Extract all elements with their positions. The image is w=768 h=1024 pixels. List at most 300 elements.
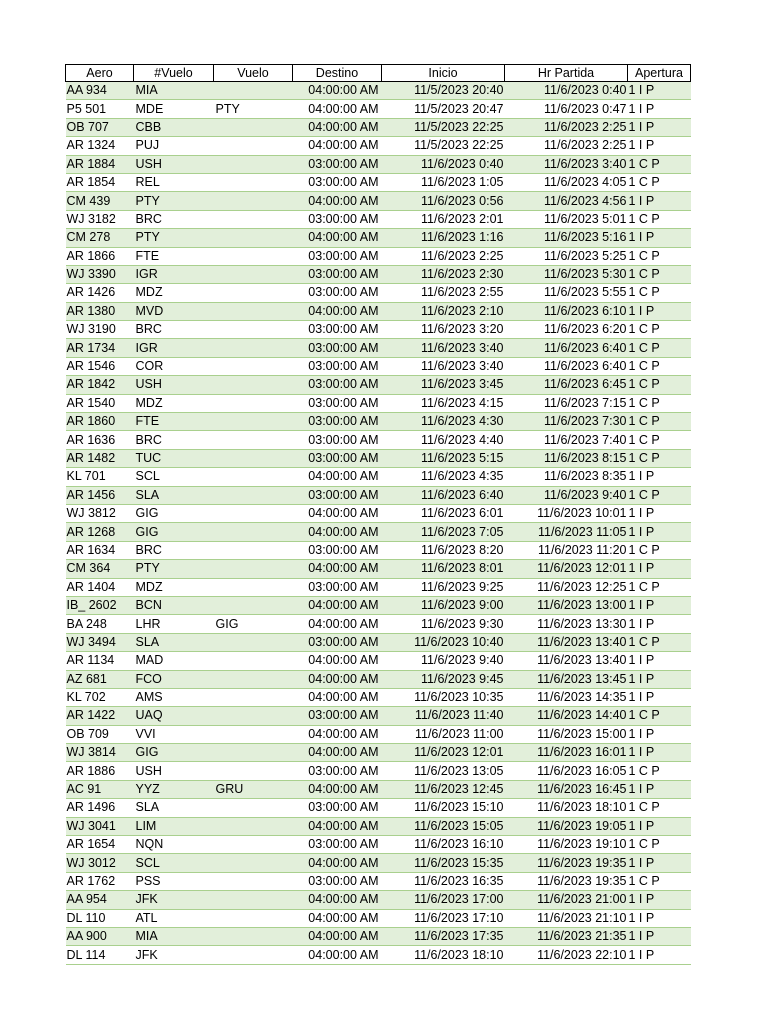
cell-hr-partida: 11/6/2023 13:00: [505, 596, 628, 614]
cell-destino: 04:00:00 AM: [293, 652, 382, 670]
cell-inicio: 11/6/2023 17:00: [382, 891, 505, 909]
cell-inicio: 11/6/2023 9:25: [382, 578, 505, 596]
cell-hr-partida: 11/6/2023 13:40: [505, 633, 628, 651]
cell-apertura: 1 I P: [628, 118, 691, 136]
cell-vuelo-number: SCL: [134, 468, 214, 486]
cell-aero: AA 954: [66, 891, 134, 909]
table-row: [66, 670, 691, 688]
cell-vuelo-number: GIG: [134, 744, 214, 762]
cell-hr-partida: 11/6/2023 13:30: [505, 615, 628, 633]
cell-aero: CM 439: [66, 192, 134, 210]
cell-apertura: 1 C P: [628, 872, 691, 890]
cell-apertura: 1 C P: [628, 486, 691, 504]
table-row: [66, 155, 691, 173]
cell-apertura: 1 I P: [628, 137, 691, 155]
cell-vuelo: [214, 578, 293, 596]
cell-vuelo-number: GIG: [134, 504, 214, 522]
header-vuelo-number: #Vuelo: [134, 65, 214, 82]
cell-inicio: 11/6/2023 6:40: [382, 486, 505, 504]
cell-inicio: 11/6/2023 2:55: [382, 284, 505, 302]
cell-vuelo: [214, 302, 293, 320]
cell-destino: 04:00:00 AM: [293, 560, 382, 578]
cell-vuelo-number: MDE: [134, 100, 214, 118]
table-row: [66, 744, 691, 762]
cell-aero: IB_ 2602: [66, 596, 134, 614]
cell-inicio: 11/6/2023 0:56: [382, 192, 505, 210]
cell-vuelo: [214, 449, 293, 467]
cell-vuelo: [214, 173, 293, 191]
cell-aero: WJ 3390: [66, 265, 134, 283]
cell-aero: WJ 3012: [66, 854, 134, 872]
cell-inicio: 11/6/2023 11:00: [382, 725, 505, 743]
cell-hr-partida: 11/6/2023 8:15: [505, 449, 628, 467]
cell-aero: AR 1762: [66, 872, 134, 890]
header-vuelo: Vuelo: [214, 65, 293, 82]
table-row: [66, 946, 691, 964]
table-row: [66, 265, 691, 283]
cell-hr-partida: 11/6/2023 13:45: [505, 670, 628, 688]
cell-vuelo-number: IGR: [134, 339, 214, 357]
cell-hr-partida: 11/6/2023 16:45: [505, 780, 628, 798]
cell-inicio: 11/6/2023 16:10: [382, 836, 505, 854]
cell-vuelo: [214, 744, 293, 762]
flight-schedule-sheet: [65, 64, 690, 965]
cell-inicio: 11/6/2023 2:25: [382, 247, 505, 265]
cell-apertura: 1 C P: [628, 265, 691, 283]
cell-destino: 04:00:00 AM: [293, 523, 382, 541]
cell-destino: 04:00:00 AM: [293, 854, 382, 872]
cell-vuelo-number: BRC: [134, 321, 214, 339]
cell-aero: AR 1134: [66, 652, 134, 670]
cell-vuelo: [214, 413, 293, 431]
table-row: [66, 909, 691, 927]
cell-aero: AR 1546: [66, 357, 134, 375]
table-row: [66, 192, 691, 210]
cell-vuelo: [214, 946, 293, 964]
cell-hr-partida: 11/6/2023 11:20: [505, 541, 628, 559]
cell-destino: 03:00:00 AM: [293, 376, 382, 394]
cell-inicio: 11/6/2023 2:10: [382, 302, 505, 320]
table-row: [66, 688, 691, 706]
cell-destino: 04:00:00 AM: [293, 302, 382, 320]
cell-vuelo-number: AMS: [134, 688, 214, 706]
cell-apertura: 1 C P: [628, 210, 691, 228]
cell-destino: 04:00:00 AM: [293, 615, 382, 633]
cell-vuelo: [214, 872, 293, 890]
cell-aero: AR 1268: [66, 523, 134, 541]
cell-vuelo: [214, 670, 293, 688]
table-row: [66, 376, 691, 394]
cell-vuelo-number: GIG: [134, 523, 214, 541]
cell-destino: 03:00:00 AM: [293, 836, 382, 854]
cell-hr-partida: 11/6/2023 5:30: [505, 265, 628, 283]
cell-vuelo: [214, 137, 293, 155]
table-row: [66, 725, 691, 743]
cell-inicio: 11/6/2023 11:40: [382, 707, 505, 725]
cell-vuelo-number: BRC: [134, 431, 214, 449]
cell-inicio: 11/6/2023 9:40: [382, 652, 505, 670]
cell-aero: AR 1496: [66, 799, 134, 817]
cell-hr-partida: 11/6/2023 21:35: [505, 927, 628, 945]
cell-inicio: 11/6/2023 18:10: [382, 946, 505, 964]
cell-apertura: 1 I P: [628, 82, 691, 100]
cell-vuelo-number: FTE: [134, 247, 214, 265]
cell-aero: AR 1860: [66, 413, 134, 431]
cell-destino: 04:00:00 AM: [293, 891, 382, 909]
cell-aero: AR 1380: [66, 302, 134, 320]
cell-aero: AR 1422: [66, 707, 134, 725]
cell-apertura: 1 C P: [628, 413, 691, 431]
cell-vuelo-number: SLA: [134, 799, 214, 817]
cell-apertura: 1 C P: [628, 376, 691, 394]
cell-apertura: 1 I P: [628, 596, 691, 614]
cell-apertura: 1 C P: [628, 799, 691, 817]
cell-inicio: 11/6/2023 3:20: [382, 321, 505, 339]
header-row: [66, 65, 691, 82]
cell-inicio: 11/6/2023 4:35: [382, 468, 505, 486]
cell-vuelo: GIG: [214, 615, 293, 633]
cell-vuelo-number: MDZ: [134, 284, 214, 302]
cell-inicio: 11/6/2023 3:45: [382, 376, 505, 394]
cell-destino: 04:00:00 AM: [293, 670, 382, 688]
table-row: [66, 413, 691, 431]
cell-vuelo: [214, 210, 293, 228]
cell-vuelo: [214, 854, 293, 872]
cell-destino: 03:00:00 AM: [293, 541, 382, 559]
cell-destino: 04:00:00 AM: [293, 192, 382, 210]
cell-aero: AR 1886: [66, 762, 134, 780]
cell-destino: 03:00:00 AM: [293, 707, 382, 725]
cell-vuelo-number: UAQ: [134, 707, 214, 725]
cell-inicio: 11/6/2023 3:40: [382, 357, 505, 375]
table-row: [66, 560, 691, 578]
table-row: [66, 339, 691, 357]
cell-inicio: 11/6/2023 1:05: [382, 173, 505, 191]
cell-hr-partida: 11/6/2023 16:01: [505, 744, 628, 762]
cell-hr-partida: 11/6/2023 0:47: [505, 100, 628, 118]
cell-apertura: 1 I P: [628, 891, 691, 909]
cell-hr-partida: 11/6/2023 6:10: [505, 302, 628, 320]
table-row: [66, 357, 691, 375]
cell-vuelo: [214, 633, 293, 651]
cell-hr-partida: 11/6/2023 5:55: [505, 284, 628, 302]
cell-hr-partida: 11/6/2023 14:35: [505, 688, 628, 706]
cell-destino: 03:00:00 AM: [293, 486, 382, 504]
cell-vuelo: [214, 927, 293, 945]
cell-apertura: 1 C P: [628, 247, 691, 265]
cell-vuelo: [214, 265, 293, 283]
cell-aero: CM 278: [66, 229, 134, 247]
table-row: [66, 394, 691, 412]
cell-aero: AR 1884: [66, 155, 134, 173]
cell-apertura: 1 C P: [628, 173, 691, 191]
cell-aero: DL 110: [66, 909, 134, 927]
cell-apertura: 1 I P: [628, 670, 691, 688]
cell-destino: 03:00:00 AM: [293, 799, 382, 817]
cell-apertura: 1 I P: [628, 468, 691, 486]
cell-hr-partida: 11/6/2023 18:10: [505, 799, 628, 817]
table-body: [66, 82, 691, 965]
table-row: [66, 652, 691, 670]
table-row: [66, 468, 691, 486]
cell-inicio: 11/6/2023 16:35: [382, 872, 505, 890]
table-row: [66, 854, 691, 872]
cell-hr-partida: 11/6/2023 7:40: [505, 431, 628, 449]
cell-aero: WJ 3182: [66, 210, 134, 228]
cell-vuelo: [214, 321, 293, 339]
cell-vuelo: [214, 725, 293, 743]
cell-destino: 04:00:00 AM: [293, 688, 382, 706]
cell-apertura: 1 I P: [628, 652, 691, 670]
cell-aero: AR 1324: [66, 137, 134, 155]
cell-destino: 04:00:00 AM: [293, 927, 382, 945]
table-row: [66, 523, 691, 541]
cell-vuelo-number: BCN: [134, 596, 214, 614]
cell-vuelo-number: MIA: [134, 82, 214, 100]
cell-aero: CM 364: [66, 560, 134, 578]
cell-destino: 03:00:00 AM: [293, 394, 382, 412]
cell-hr-partida: 11/6/2023 3:40: [505, 155, 628, 173]
cell-aero: AA 934: [66, 82, 134, 100]
cell-vuelo: [214, 909, 293, 927]
cell-aero: KL 702: [66, 688, 134, 706]
cell-apertura: 1 I P: [628, 854, 691, 872]
cell-vuelo-number: CBB: [134, 118, 214, 136]
cell-hr-partida: 11/6/2023 7:15: [505, 394, 628, 412]
cell-vuelo-number: FTE: [134, 413, 214, 431]
cell-apertura: 1 C P: [628, 449, 691, 467]
cell-hr-partida: 11/6/2023 21:10: [505, 909, 628, 927]
cell-vuelo: [214, 541, 293, 559]
cell-hr-partida: 11/6/2023 19:10: [505, 836, 628, 854]
cell-inicio: 11/6/2023 17:35: [382, 927, 505, 945]
cell-apertura: 1 C P: [628, 357, 691, 375]
cell-destino: 03:00:00 AM: [293, 265, 382, 283]
cell-vuelo-number: JFK: [134, 891, 214, 909]
cell-vuelo: [214, 523, 293, 541]
cell-apertura: 1 I P: [628, 192, 691, 210]
cell-vuelo-number: MDZ: [134, 394, 214, 412]
cell-vuelo: [214, 468, 293, 486]
cell-vuelo: [214, 82, 293, 100]
cell-destino: 04:00:00 AM: [293, 229, 382, 247]
table-row: [66, 707, 691, 725]
cell-aero: AR 1866: [66, 247, 134, 265]
cell-vuelo-number: SLA: [134, 486, 214, 504]
table-row: [66, 486, 691, 504]
cell-inicio: 11/6/2023 7:05: [382, 523, 505, 541]
cell-vuelo: [214, 394, 293, 412]
cell-destino: 03:00:00 AM: [293, 578, 382, 596]
cell-vuelo-number: SLA: [134, 633, 214, 651]
cell-inicio: 11/5/2023 22:25: [382, 118, 505, 136]
cell-apertura: 1 C P: [628, 578, 691, 596]
cell-inicio: 11/6/2023 3:40: [382, 339, 505, 357]
cell-inicio: 11/6/2023 8:01: [382, 560, 505, 578]
cell-aero: AR 1842: [66, 376, 134, 394]
cell-inicio: 11/5/2023 20:47: [382, 100, 505, 118]
cell-vuelo-number: PUJ: [134, 137, 214, 155]
cell-destino: 04:00:00 AM: [293, 725, 382, 743]
cell-inicio: 11/6/2023 12:45: [382, 780, 505, 798]
cell-vuelo-number: PSS: [134, 872, 214, 890]
table-row: [66, 82, 691, 100]
cell-hr-partida: 11/6/2023 8:35: [505, 468, 628, 486]
cell-inicio: 11/6/2023 10:35: [382, 688, 505, 706]
table-row: [66, 633, 691, 651]
cell-vuelo: [214, 707, 293, 725]
cell-destino: 03:00:00 AM: [293, 357, 382, 375]
cell-vuelo: [214, 357, 293, 375]
table-row: [66, 100, 691, 118]
cell-hr-partida: 11/6/2023 6:20: [505, 321, 628, 339]
table-row: [66, 615, 691, 633]
cell-aero: AR 1540: [66, 394, 134, 412]
cell-apertura: 1 I P: [628, 927, 691, 945]
cell-vuelo: [214, 486, 293, 504]
cell-vuelo: [214, 339, 293, 357]
table-row: [66, 927, 691, 945]
cell-hr-partida: 11/6/2023 2:25: [505, 118, 628, 136]
table-row: [66, 118, 691, 136]
cell-destino: 04:00:00 AM: [293, 780, 382, 798]
cell-inicio: 11/6/2023 17:10: [382, 909, 505, 927]
cell-apertura: 1 I P: [628, 100, 691, 118]
cell-apertura: 1 I P: [628, 302, 691, 320]
cell-inicio: 11/6/2023 0:40: [382, 155, 505, 173]
cell-apertura: 1 I P: [628, 946, 691, 964]
table-row: [66, 541, 691, 559]
cell-apertura: 1 C P: [628, 541, 691, 559]
cell-aero: AR 1734: [66, 339, 134, 357]
cell-vuelo-number: MDZ: [134, 578, 214, 596]
cell-apertura: 1 I P: [628, 615, 691, 633]
cell-apertura: 1 C P: [628, 321, 691, 339]
cell-inicio: 11/6/2023 13:05: [382, 762, 505, 780]
cell-vuelo: [214, 284, 293, 302]
cell-inicio: 11/6/2023 9:30: [382, 615, 505, 633]
cell-hr-partida: 11/6/2023 6:40: [505, 357, 628, 375]
cell-aero: WJ 3812: [66, 504, 134, 522]
cell-apertura: 1 C P: [628, 762, 691, 780]
cell-vuelo: [214, 891, 293, 909]
cell-vuelo-number: MIA: [134, 927, 214, 945]
cell-hr-partida: 11/6/2023 4:05: [505, 173, 628, 191]
cell-vuelo-number: JFK: [134, 946, 214, 964]
table-row: [66, 210, 691, 228]
cell-destino: 03:00:00 AM: [293, 321, 382, 339]
cell-apertura: 1 C P: [628, 284, 691, 302]
cell-inicio: 11/5/2023 20:40: [382, 82, 505, 100]
cell-inicio: 11/6/2023 2:30: [382, 265, 505, 283]
cell-vuelo-number: MVD: [134, 302, 214, 320]
cell-aero: OB 707: [66, 118, 134, 136]
header-hr-partida: Hr Partida: [505, 65, 628, 82]
cell-aero: AR 1404: [66, 578, 134, 596]
cell-destino: 04:00:00 AM: [293, 137, 382, 155]
cell-hr-partida: 11/6/2023 0:40: [505, 82, 628, 100]
cell-hr-partida: 11/6/2023 7:30: [505, 413, 628, 431]
cell-hr-partida: 11/6/2023 21:00: [505, 891, 628, 909]
cell-inicio: 11/6/2023 10:40: [382, 633, 505, 651]
cell-inicio: 11/6/2023 4:30: [382, 413, 505, 431]
cell-apertura: 1 I P: [628, 909, 691, 927]
cell-hr-partida: 11/6/2023 5:01: [505, 210, 628, 228]
cell-destino: 04:00:00 AM: [293, 118, 382, 136]
cell-vuelo-number: IGR: [134, 265, 214, 283]
cell-hr-partida: 11/6/2023 11:05: [505, 523, 628, 541]
cell-aero: AR 1854: [66, 173, 134, 191]
cell-destino: 03:00:00 AM: [293, 155, 382, 173]
cell-vuelo-number: PTY: [134, 560, 214, 578]
cell-apertura: 1 C P: [628, 339, 691, 357]
cell-apertura: 1 I P: [628, 560, 691, 578]
cell-apertura: 1 C P: [628, 394, 691, 412]
cell-apertura: 1 I P: [628, 229, 691, 247]
cell-apertura: 1 C P: [628, 155, 691, 173]
cell-vuelo-number: ATL: [134, 909, 214, 927]
cell-inicio: 11/6/2023 15:05: [382, 817, 505, 835]
cell-hr-partida: 11/6/2023 12:01: [505, 560, 628, 578]
cell-vuelo: [214, 762, 293, 780]
cell-hr-partida: 11/6/2023 5:16: [505, 229, 628, 247]
cell-apertura: 1 I P: [628, 817, 691, 835]
cell-hr-partida: 11/6/2023 10:01: [505, 504, 628, 522]
cell-vuelo: [214, 229, 293, 247]
cell-vuelo: [214, 192, 293, 210]
cell-hr-partida: 11/6/2023 19:05: [505, 817, 628, 835]
table-row: [66, 449, 691, 467]
cell-vuelo: GRU: [214, 780, 293, 798]
cell-inicio: 11/6/2023 4:40: [382, 431, 505, 449]
cell-vuelo: [214, 560, 293, 578]
cell-destino: 03:00:00 AM: [293, 210, 382, 228]
cell-apertura: 1 I P: [628, 725, 691, 743]
cell-inicio: 11/6/2023 8:20: [382, 541, 505, 559]
cell-destino: 03:00:00 AM: [293, 247, 382, 265]
cell-inicio: 11/5/2023 22:25: [382, 137, 505, 155]
cell-hr-partida: 11/6/2023 4:56: [505, 192, 628, 210]
cell-apertura: 1 C P: [628, 431, 691, 449]
cell-hr-partida: 11/6/2023 6:45: [505, 376, 628, 394]
cell-vuelo-number: PTY: [134, 192, 214, 210]
table-row: [66, 872, 691, 890]
cell-vuelo-number: FCO: [134, 670, 214, 688]
cell-aero: AR 1482: [66, 449, 134, 467]
cell-hr-partida: 11/6/2023 19:35: [505, 854, 628, 872]
header-destino: Destino: [293, 65, 382, 82]
table-row: [66, 247, 691, 265]
cell-aero: AR 1426: [66, 284, 134, 302]
cell-apertura: 1 C P: [628, 707, 691, 725]
cell-inicio: 11/6/2023 4:15: [382, 394, 505, 412]
table-row: [66, 431, 691, 449]
cell-destino: 03:00:00 AM: [293, 339, 382, 357]
cell-vuelo: [214, 155, 293, 173]
cell-vuelo-number: TUC: [134, 449, 214, 467]
table-row: [66, 780, 691, 798]
table-row: [66, 229, 691, 247]
table-row: [66, 504, 691, 522]
cell-vuelo-number: USH: [134, 376, 214, 394]
cell-hr-partida: 11/6/2023 16:05: [505, 762, 628, 780]
cell-destino: 03:00:00 AM: [293, 762, 382, 780]
cell-vuelo-number: COR: [134, 357, 214, 375]
table-row: [66, 836, 691, 854]
cell-destino: 04:00:00 AM: [293, 468, 382, 486]
cell-vuelo: [214, 118, 293, 136]
cell-vuelo-number: SCL: [134, 854, 214, 872]
